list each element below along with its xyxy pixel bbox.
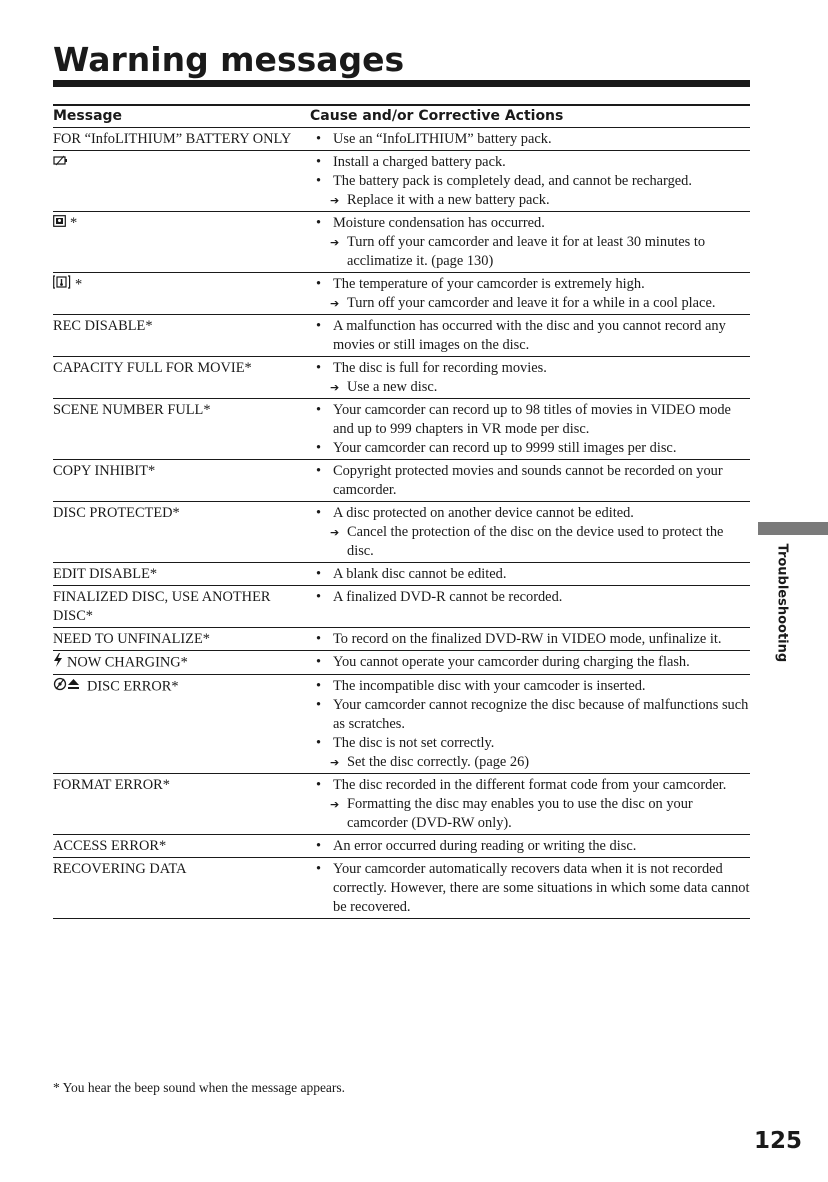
- high-temperature-icon: [53, 275, 71, 295]
- message-text: FOR “InfoLITHIUM” BATTERY ONLY: [53, 131, 292, 147]
- message-text: *: [70, 215, 78, 231]
- message-cell: [53, 128, 310, 151]
- cause-cell: [310, 675, 750, 774]
- cause-cell: [310, 858, 750, 919]
- disc-eject-icon: [53, 677, 83, 697]
- table-row: [53, 651, 750, 675]
- table-row: [53, 315, 750, 357]
- cause-cell: [310, 151, 750, 212]
- column-header-message: Message: [53, 105, 310, 128]
- column-header-cause: Cause and/or Corrective Actions: [310, 105, 750, 128]
- cause-item: • To record on the finalized DVD-RW in VIDEO mode, unfinalize it.: [310, 630, 750, 649]
- cause-item: • Your camcorder cannot recognize the disc because of malfunctions such as scratches.: [310, 696, 750, 734]
- cause-cell: [310, 212, 750, 273]
- moisture-condensation-icon: [53, 214, 66, 233]
- table-row: [53, 675, 750, 774]
- table-row: [53, 586, 750, 628]
- table-row: [53, 774, 750, 835]
- title-rule: [53, 80, 750, 87]
- table-row: [53, 273, 750, 315]
- message-cell: [53, 835, 310, 858]
- cause-item: • Moisture condensation has occurred.: [310, 214, 750, 233]
- warning-messages-table: [53, 104, 750, 919]
- flash-icon: [53, 653, 63, 673]
- cause-item: • A malfunction has occurred with the disc and you cannot record any movies or still images on the disc.: [310, 317, 750, 355]
- cause-cell: [310, 586, 750, 628]
- cause-cell: [310, 502, 750, 563]
- cause-item: • Install a charged battery pack.: [310, 153, 750, 172]
- cause-cell: [310, 563, 750, 586]
- message-text: DISC PROTECTED*: [53, 505, 180, 521]
- message-cell: [53, 273, 310, 315]
- cause-cell: [310, 315, 750, 357]
- table-row: [53, 128, 750, 151]
- footnote: * You hear the beep sound when the message appears.: [53, 1080, 346, 1095]
- cause-cell: [310, 399, 750, 460]
- message-cell: [53, 651, 310, 675]
- cause-cell: [310, 774, 750, 835]
- table-header-row: [53, 105, 750, 128]
- message-cell: [53, 212, 310, 273]
- message-cell: [53, 399, 310, 460]
- message-text: FINALIZED DISC, USE ANOTHER DISC*: [53, 589, 271, 624]
- message-cell: [53, 675, 310, 774]
- cause-item: • The battery pack is completely dead, and cannot be recharged.: [310, 172, 750, 191]
- cause-cell: [310, 628, 750, 651]
- message-text: REC DISABLE*: [53, 318, 153, 334]
- table-row: [53, 357, 750, 399]
- table-row: [53, 212, 750, 273]
- message-text: CAPACITY FULL FOR MOVIE*: [53, 360, 252, 376]
- page-number: 125: [753, 1128, 802, 1154]
- cause-item: • The disc is full for recording movies.: [310, 359, 750, 378]
- corrective-action: ➔ Cancel the protection of the disc on the device used to protect the disc.: [310, 523, 750, 561]
- cause-item: • An error occurred during reading or writing the disc.: [310, 837, 750, 856]
- cause-item: • A disc protected on another device cannot be edited.: [310, 504, 750, 523]
- corrective-action: ➔ Replace it with a new battery pack.: [310, 191, 750, 210]
- message-text: RECOVERING DATA: [53, 861, 187, 877]
- cause-cell: [310, 835, 750, 858]
- cause-item: • Copyright protected movies and sounds cannot be recorded on your camcorder.: [310, 462, 750, 500]
- message-cell: [53, 357, 310, 399]
- table-row: [53, 399, 750, 460]
- message-text: FORMAT ERROR*: [53, 777, 170, 793]
- message-text: ACCESS ERROR*: [53, 838, 167, 854]
- corrective-action: ➔ Turn off your camcorder and leave it for a while in a cool place.: [310, 294, 750, 313]
- section-tab-marker: [758, 522, 828, 535]
- message-cell: [53, 628, 310, 651]
- table-row: [53, 835, 750, 858]
- table-row: [53, 460, 750, 502]
- cause-cell: [310, 651, 750, 675]
- message-cell: [53, 774, 310, 835]
- cause-item: • The disc recorded in the different format code from your camcorder.: [310, 776, 750, 795]
- cause-item: • A blank disc cannot be edited.: [310, 565, 750, 584]
- cause-item: • Use an “InfoLITHIUM” battery pack.: [310, 130, 750, 149]
- cause-item: • The disc is not set correctly.: [310, 734, 750, 753]
- table-row: [53, 858, 750, 919]
- message-cell: [53, 460, 310, 502]
- table-row: [53, 628, 750, 651]
- cause-cell: [310, 357, 750, 399]
- battery-empty-icon: [53, 153, 69, 172]
- table-row: [53, 502, 750, 563]
- cause-item: • Your camcorder automatically recovers data when it is not recorded correctly. However, there are some situations in which some data cannot be recovered.: [310, 860, 750, 917]
- cause-cell: [310, 273, 750, 315]
- corrective-action: ➔ Formatting the disc may enables you to use the disc on your camcorder (DVD-RW only).: [310, 795, 750, 833]
- cause-item: • Your camcorder can record up to 98 titles of movies in VIDEO mode and up to 999 chapters in VR mode per disc.: [310, 401, 750, 439]
- section-tab-label: Troubleshooting: [774, 543, 790, 663]
- message-text: NEED TO UNFINALIZE*: [53, 631, 210, 647]
- message-text: NOW CHARGING*: [67, 654, 188, 671]
- message-text: SCENE NUMBER FULL*: [53, 402, 211, 418]
- cause-item: • The temperature of your camcorder is extremely high.: [310, 275, 750, 294]
- message-text: *: [75, 276, 83, 293]
- table-row: [53, 151, 750, 212]
- cause-item: • You cannot operate your camcorder during charging the flash.: [310, 653, 750, 672]
- message-cell: [53, 151, 310, 212]
- cause-cell: [310, 460, 750, 502]
- corrective-action: ➔ Use a new disc.: [310, 378, 750, 397]
- corrective-action: ➔ Set the disc correctly. (page 26): [310, 753, 750, 772]
- message-text: EDIT DISABLE*: [53, 566, 158, 582]
- message-cell: [53, 858, 310, 919]
- cause-item: • The incompatible disc with your camcoder is inserted.: [310, 677, 750, 696]
- message-cell: [53, 315, 310, 357]
- message-cell: [53, 563, 310, 586]
- page-title: Warning messages: [53, 40, 405, 79]
- cause-cell: [310, 128, 750, 151]
- corrective-action: ➔ Turn off your camcorder and leave it for at least 30 minutes to acclimatize it. (page 130): [310, 233, 750, 271]
- message-cell: [53, 586, 310, 628]
- cause-item: • A finalized DVD-R cannot be recorded.: [310, 588, 750, 607]
- message-text: COPY INHIBIT*: [53, 463, 156, 479]
- cause-item: • Your camcorder can record up to 9999 still images per disc.: [310, 439, 750, 458]
- table-row: [53, 563, 750, 586]
- message-text: DISC ERROR*: [87, 678, 179, 695]
- message-cell: [53, 502, 310, 563]
